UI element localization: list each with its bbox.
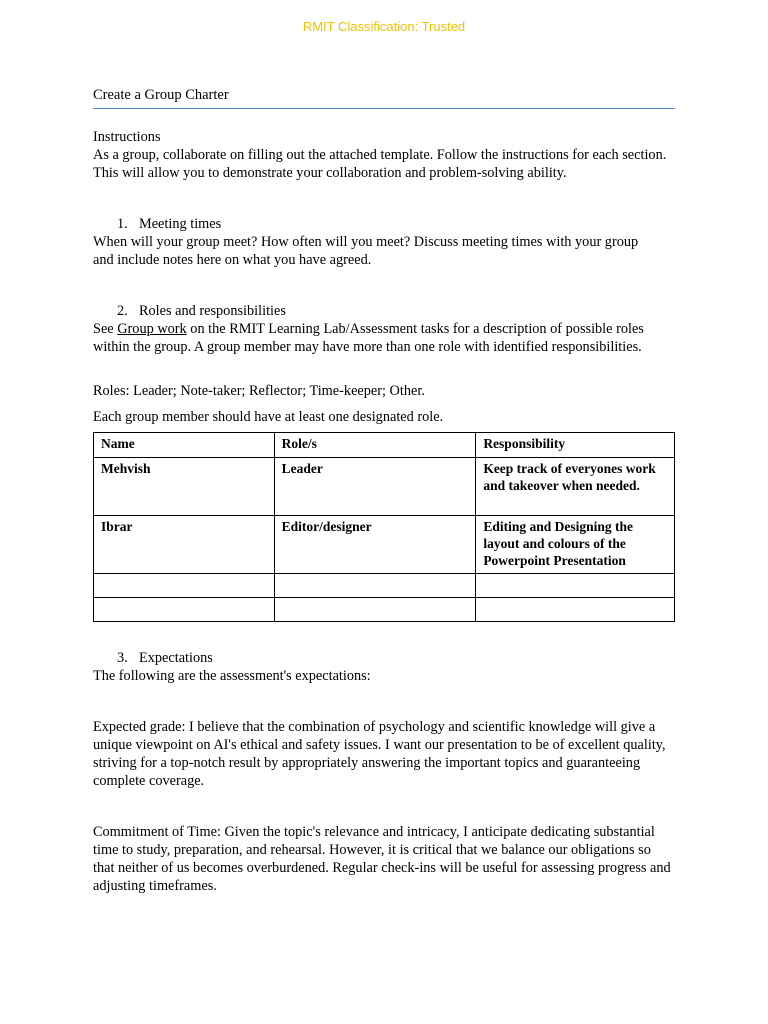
table-header-cell: Name	[94, 433, 275, 458]
section-2-number: 2.	[117, 303, 128, 319]
section-3-text: The following are the assessment's expectations:	[93, 668, 371, 684]
table-cell: Editor/designer	[274, 516, 476, 574]
table-cell[interactable]	[94, 574, 275, 598]
table-row	[94, 574, 675, 598]
table-cell: Leader	[274, 458, 476, 516]
section-2-text	[93, 320, 668, 356]
section-2-text-prefix: See	[93, 321, 118, 337]
section-2-text-suffix: on the RMIT Learning Lab/Assessment tasks for a description of possible roles within the group. A group member may have more than one role with identified responsibilities.	[93, 321, 644, 355]
section-3-heading	[117, 649, 213, 667]
roles-line: Roles: Leader; Note-taker; Reflector; Time-keeper; Other.	[93, 383, 425, 399]
table-cell[interactable]	[476, 574, 675, 598]
table-row	[94, 458, 675, 516]
table-cell[interactable]	[476, 598, 675, 622]
section-1-heading	[117, 215, 221, 233]
table-cell[interactable]	[94, 598, 275, 622]
section-3-title: Expectations	[139, 650, 213, 666]
document-title: Create a Group Charter	[93, 87, 675, 109]
expected-grade-paragraph: Expected grade: I believe that the combination of psychology and scientific knowledge will give a unique viewpoint on AI's ethical and safety issues. I want our presentation to be of excellent quality, striving for a top-notch result by appropriately answering the important topics and guaranteeing complete coverage.	[93, 719, 666, 789]
section-2-heading	[117, 302, 286, 320]
instructions-heading: Instructions	[93, 129, 161, 145]
table-cell[interactable]	[274, 574, 476, 598]
section-1-number: 1.	[117, 216, 128, 232]
commitment-paragraph: Commitment of Time: Given the topic's relevance and intricacy, I anticipate dedicating substantial time to study, preparation, and rehearsal. However, it is critical that we balance our obligations so that neither of us becomes overburdened. Regular check-ins will be useful for assessing progress and adjusting timeframes.	[93, 824, 671, 894]
roles-table	[93, 432, 675, 622]
section-2-title: Roles and responsibilities	[139, 303, 286, 319]
table-row	[94, 598, 675, 622]
section-1-title: Meeting times	[139, 216, 222, 232]
instructions-text: As a group, collaborate on filling out the attached template. Follow the instructions for each section. This will allow you to demonstrate your collaboration and problem-solving ability.	[93, 147, 667, 181]
table-cell: Keep track of everyones work and takeover when needed.	[476, 458, 675, 516]
group-work-link[interactable]: Group work	[117, 321, 187, 337]
table-cell[interactable]	[274, 598, 476, 622]
table-cell: Mehvish	[94, 458, 275, 516]
table-header-cell: Role/s	[274, 433, 476, 458]
table-row	[94, 516, 675, 574]
table-cell: Ibrar	[94, 516, 275, 574]
table-header-row	[94, 433, 675, 458]
section-1-text: When will your group meet? How often will you meet? Discuss meeting times with your group and include notes here on what you have agreed.	[93, 234, 639, 268]
table-cell: Editing and Designing the layout and colours of the Powerpoint Presentation	[476, 516, 675, 574]
table-header-cell: Responsibility	[476, 433, 675, 458]
section-3-number: 3.	[117, 650, 128, 666]
classification-label: RMIT Classification: Trusted	[302, 19, 466, 34]
each-member-line: Each group member should have at least one designated role.	[93, 409, 444, 425]
